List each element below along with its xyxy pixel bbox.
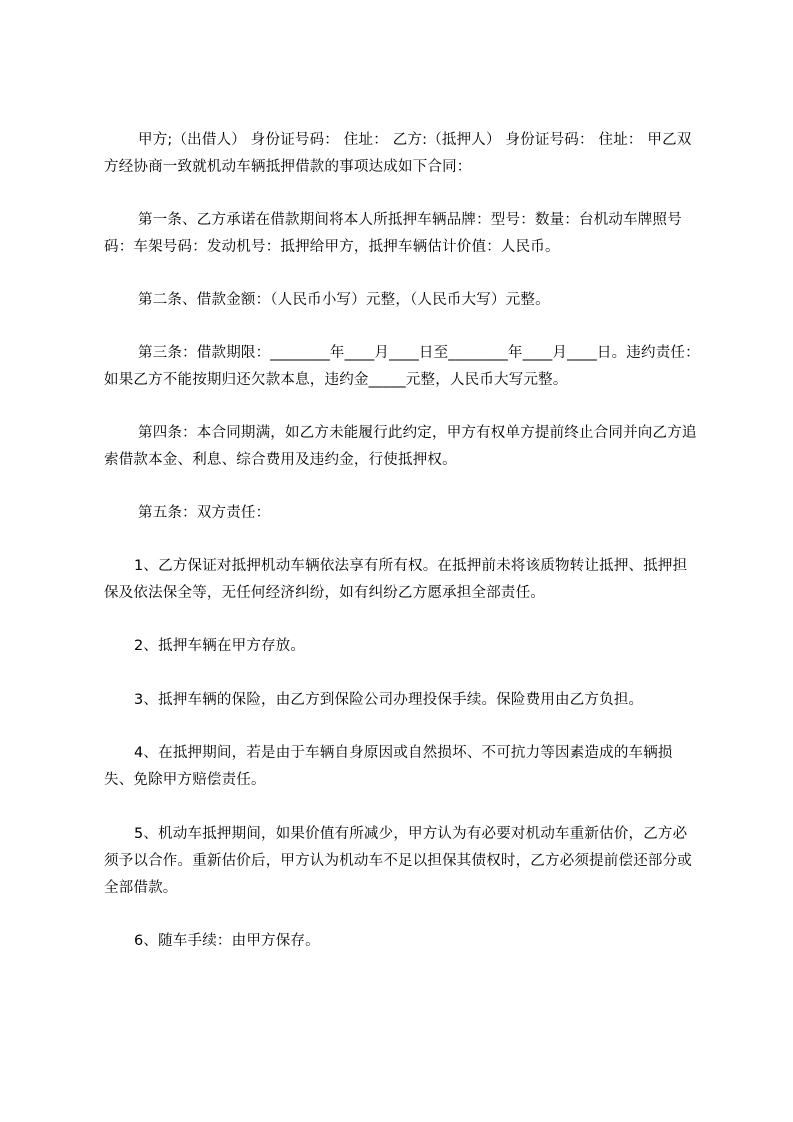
article-4-paragraph: 第四条：本合同期满，如乙方未能履行此约定，甲方有权单方提前终止合同并向乙方追索借款本金、利息、综合费用及违约金，行使抵押权。: [104, 425, 697, 468]
article-3-paragraph: 第三条：借款期限：________年____月____日至________年____月____日。违约责任：如果乙方不能按期归还欠款本息，违约金_____元整，人民币大写元整。: [104, 345, 700, 388]
article-5-item-3: 3、抵押车辆的保险，由乙方到保险公司办理投保手续。保险费用由乙方负担。: [134, 692, 644, 708]
article-5-item-1: 1、乙方保证对抵押机动车辆依法享有所有权。在抵押前未将该质物转让抵押、抵押担保及依法保全等，无任何经济纠纷，如有纠纷乙方愿承担全部责任。: [104, 558, 688, 601]
article-5-item-2: 2、抵押车辆在甲方存放。: [134, 638, 306, 654]
article-5-item-6: 6、随车手续：由甲方保存。: [134, 933, 320, 949]
article-1-paragraph: 第一条、乙方承诺在借款期间将本人所抵押车辆品牌：型号：数量：台机动车牌照号码：车架号码：发动机号：抵押给甲方，抵押车辆估计价值：人民币。: [104, 212, 682, 255]
article-5-item-4: 4、在抵押期间，若是由于车辆自身原因或自然损坏、不可抗力等因素造成的车辆损失、免除甲方赔偿责任。: [104, 745, 673, 788]
article-2-paragraph: 第二条、借款金额：（人民币小写）元整，（人民币大写）元整。: [138, 292, 550, 308]
article-5-heading: 第五条：双方责任：: [138, 505, 271, 521]
article-5-item-5: 5、机动车抵押期间，如果价值有所减少，甲方认为有必要对机动车重新估价，乙方必须予以合作。重新估价后，甲方认为机动车不足以担保其债权时，乙方必须提前偿还部分或全部借款。: [104, 826, 692, 896]
contract-parties-paragraph: 甲方;（出借人） 身份证号码： 住址： 乙方:（抵押人） 身份证号码： 住址： 甲乙双方经协商一致就机动车辆抵押借款的事项达成如下合同：: [104, 132, 692, 175]
